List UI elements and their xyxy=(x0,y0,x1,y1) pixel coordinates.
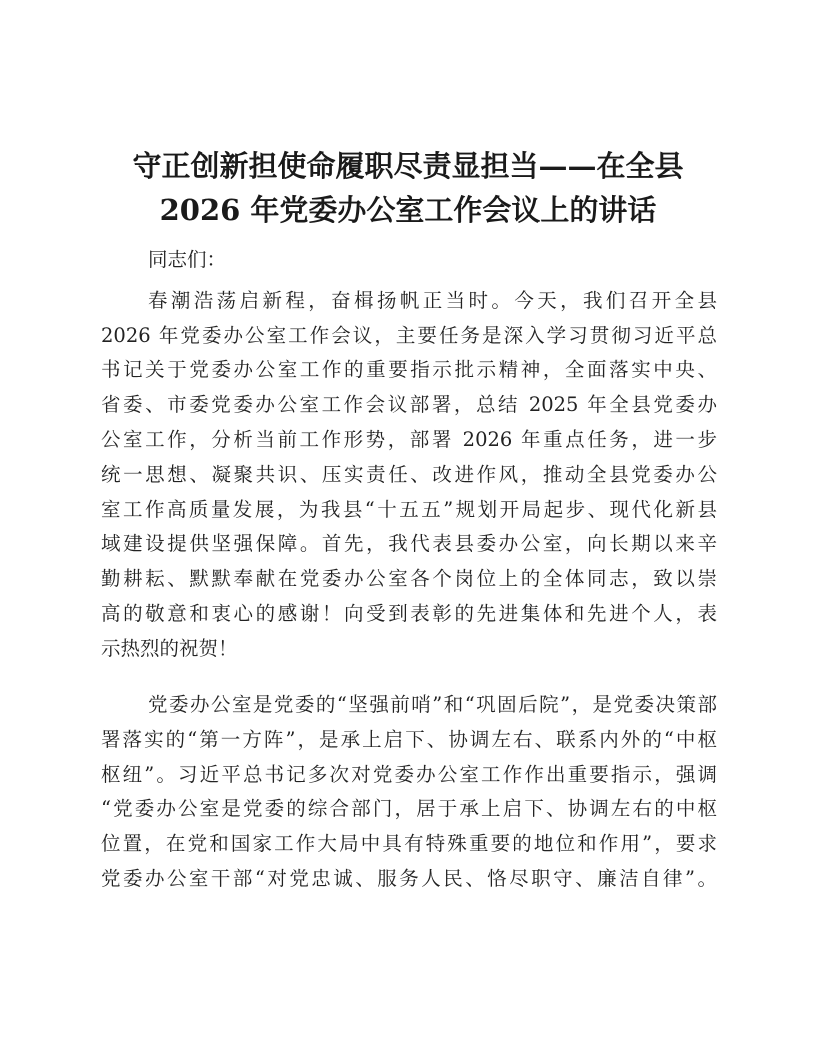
paragraph-1-line-5: 公室工作，分析当前工作形势，部署 2026 年重点任务，进一步 xyxy=(101,428,717,451)
paragraph-1-line-1: 春潮浩荡启新程，奋楫扬帆正当时。今天，我们召开全县 xyxy=(148,289,717,312)
paragraph-1-line-8: 域建设提供坚强保障。首先，我代表县委办公室，向长期以来辛 xyxy=(101,532,717,555)
paragraph-2-line-6: 党委办公室干部“对党忠诚、服务人民、恪尽职守、廉洁自律”。 xyxy=(101,867,717,890)
paragraph-1-line-11: 示热烈的祝贺！ xyxy=(101,637,238,660)
greeting: 同志们： xyxy=(148,248,227,271)
paragraph-2-line-1: 党委办公室是党委的“坚强前哨”和“巩固后院”，是党委决策部 xyxy=(148,693,717,716)
paragraph-1-line-6: 统一思想、凝聚共识、压实责任、改进作风，推动全县党委办公 xyxy=(101,463,717,486)
paragraph-1-line-2: 2026 年党委办公室工作会议，主要任务是深入学习贯彻习近平总 xyxy=(101,324,717,347)
paragraph-1-line-4: 省委、市委党委办公室工作会议部署，总结 2025 年全县党委办 xyxy=(101,393,717,416)
document-title-line-1: 守正创新担使命履职尽责显担当——在全县 xyxy=(132,149,684,183)
paragraph-2-line-4: “党委办公室是党委的综合部门，居于承上启下、协调左右的中枢 xyxy=(101,797,717,820)
paragraph-1-line-10: 高的敬意和衷心的感谢！向受到表彰的先进集体和先进个人，表 xyxy=(101,602,717,625)
paragraph-2-line-5: 位置，在党和国家工作大局中具有特殊重要的地位和作用”，要求 xyxy=(101,832,717,855)
paragraph-2-line-3: 枢纽”。习近平总书记多次对党委办公室工作作出重要指示，强调 xyxy=(101,763,717,786)
paragraph-1-line-7: 室工作高质量发展，为我县“十五五”规划开局起步、现代化新县 xyxy=(101,498,717,521)
paragraph-1-line-3: 书记关于党委办公室工作的重要指示批示精神，全面落实中央、 xyxy=(101,358,717,381)
paragraph-1-line-9: 勤耕耘、默默奉献在党委办公室各个岗位上的全体同志，致以崇 xyxy=(101,567,717,590)
paragraph-2-line-2: 署落实的“第一方阵”，是承上启下、协调左右、联系内外的“中枢 xyxy=(101,728,717,751)
document-title-line-2: 2026 年党委办公室工作会议上的讲话 xyxy=(159,193,657,227)
